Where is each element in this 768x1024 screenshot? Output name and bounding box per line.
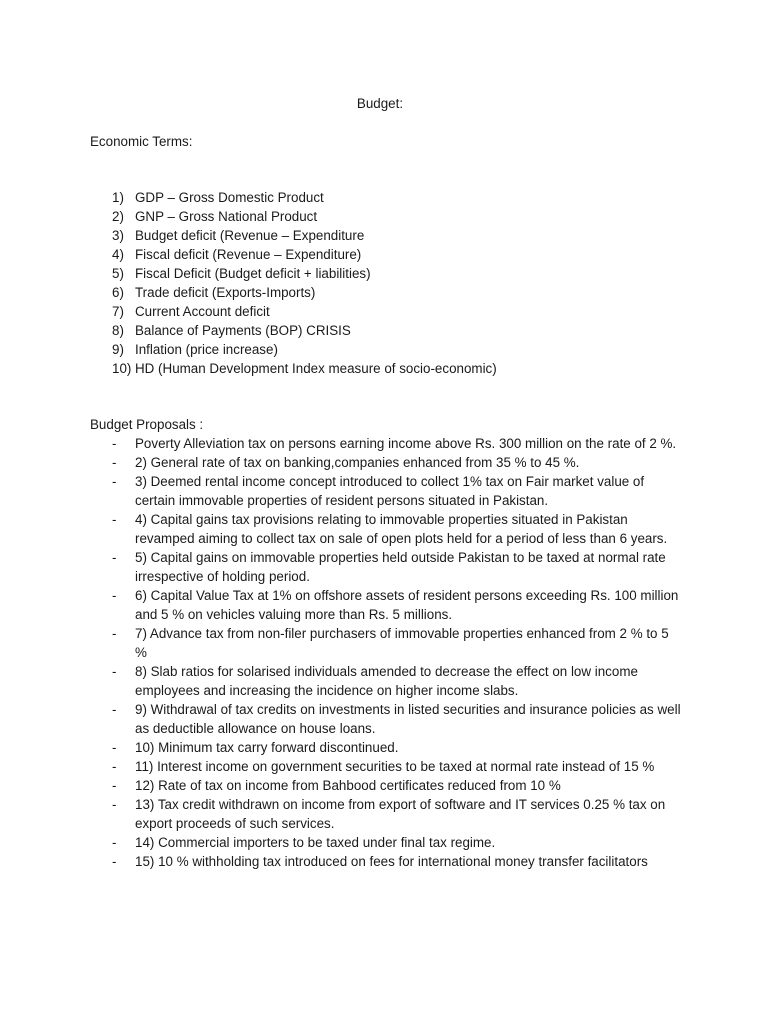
item-number: 10)	[112, 361, 132, 376]
list-item	[112, 321, 712, 340]
item-text: 12) Rate of tax on income from Bahbood certificates reduced from 10 %	[135, 778, 561, 793]
list-item	[112, 264, 712, 283]
item-text: Inflation (price increase)	[135, 342, 278, 357]
item-number: 6)	[112, 285, 124, 300]
item-text: 5) Capital gains on immovable properties held outside Pakistan to be taxed at normal rate irrespective of holding period.	[135, 550, 666, 584]
list-item	[112, 852, 682, 871]
bullet-dash: -	[112, 550, 117, 565]
item-text: GNP – Gross National Product	[135, 209, 318, 224]
item-number: 9)	[112, 342, 124, 357]
list-item	[112, 757, 682, 776]
bullet-dash: -	[112, 740, 117, 755]
item-text: Balance of Payments (BOP) CRISIS	[135, 323, 351, 338]
item-text: Trade deficit (Exports-Imports)	[135, 285, 316, 300]
budget-proposals-list	[112, 434, 682, 871]
list-item	[112, 434, 682, 453]
list-item	[112, 624, 682, 662]
list-item	[112, 662, 682, 700]
list-item	[112, 453, 682, 472]
item-number: 1)	[112, 190, 124, 205]
item-number: 4)	[112, 247, 124, 262]
bullet-dash: -	[112, 854, 117, 869]
item-text: 9) Withdrawal of tax credits on investments in listed securities and insurance policies as well as deductible allowance on house loans.	[135, 702, 681, 736]
list-item	[112, 302, 712, 321]
list-item	[112, 776, 682, 795]
item-text: 4) Capital gains tax provisions relating to immovable properties situated in Pakistan revamped aiming to collect tax on sale of open plots held for a period of less than 6 years.	[135, 512, 668, 546]
item-text: 14) Commercial importers to be taxed under final tax regime.	[135, 835, 496, 850]
list-item	[112, 548, 682, 586]
item-text: HD (Human Development Index measure of socio-economic)	[135, 361, 497, 376]
list-item	[112, 207, 712, 226]
bullet-dash: -	[112, 455, 117, 470]
list-item	[112, 283, 712, 302]
bullet-dash: -	[112, 512, 117, 527]
bullet-dash: -	[112, 702, 117, 717]
item-text: 15) 10 % withholding tax introduced on fees for international money transfer facilitators	[135, 854, 648, 869]
list-item	[112, 472, 682, 510]
item-text: 13) Tax credit withdrawn on income from export of software and IT services 0.25 % tax on export proceeds of such services.	[135, 797, 666, 831]
item-text: 3) Deemed rental income concept introduced to collect 1% tax on Fair market value of certain immovable properties of resident persons situated in Pakistan.	[135, 474, 645, 508]
item-text: Current Account deficit	[135, 304, 270, 319]
item-text: Poverty Alleviation tax on persons earning income above Rs. 300 million on the rate of 2 %.	[135, 436, 677, 451]
list-item	[112, 510, 682, 548]
item-text: 10) Minimum tax carry forward discontinued.	[135, 740, 399, 755]
item-text: 2) General rate of tax on banking,companies enhanced from 35 % to 45 %.	[135, 455, 580, 470]
item-text: Fiscal Deficit (Budget deficit + liabilities)	[135, 266, 371, 281]
item-text: 11) Interest income on government securities to be taxed at normal rate instead of 15 %	[135, 759, 655, 774]
list-item	[112, 340, 712, 359]
item-text: 6) Capital Value Tax at 1% on offshore assets of resident persons exceeding Rs. 100 million and 5 % on vehicles valuing more than Rs. 5 millions.	[135, 588, 679, 622]
list-item	[112, 586, 682, 624]
economic-terms-heading: Economic Terms:	[90, 134, 193, 149]
item-number: 3)	[112, 228, 124, 243]
item-text: Budget deficit (Revenue – Expenditure	[135, 228, 365, 243]
item-number: 2)	[112, 209, 124, 224]
list-item	[112, 359, 712, 378]
list-item	[112, 700, 682, 738]
item-number: 7)	[112, 304, 124, 319]
bullet-dash: -	[112, 759, 117, 774]
item-text: Fiscal deficit (Revenue – Expenditure)	[135, 247, 362, 262]
bullet-dash: -	[112, 797, 117, 812]
item-text: 8) Slab ratios for solarised individuals amended to decrease the effect on low income employees and increasing the incidence on higher income slabs.	[135, 664, 638, 698]
bullet-dash: -	[112, 626, 117, 641]
bullet-dash: -	[112, 436, 117, 451]
bullet-dash: -	[112, 588, 117, 603]
item-text: GDP – Gross Domestic Product	[135, 190, 324, 205]
list-item	[112, 245, 712, 264]
list-item	[112, 795, 682, 833]
item-number: 8)	[112, 323, 124, 338]
bullet-dash: -	[112, 835, 117, 850]
list-item	[112, 738, 682, 757]
bullet-dash: -	[112, 474, 117, 489]
list-item	[112, 833, 682, 852]
budget-proposals-heading: Budget Proposals :	[90, 417, 204, 432]
economic-terms-list	[112, 188, 712, 378]
bullet-dash: -	[112, 778, 117, 793]
bullet-dash: -	[112, 664, 117, 679]
item-number: 5)	[112, 266, 124, 281]
page-title: Budget:	[356, 96, 404, 111]
item-text: 7) Advance tax from non-filer purchasers of immovable properties enhanced from 2 % to 5 %	[135, 626, 669, 660]
list-item	[112, 226, 712, 245]
list-item	[112, 188, 712, 207]
